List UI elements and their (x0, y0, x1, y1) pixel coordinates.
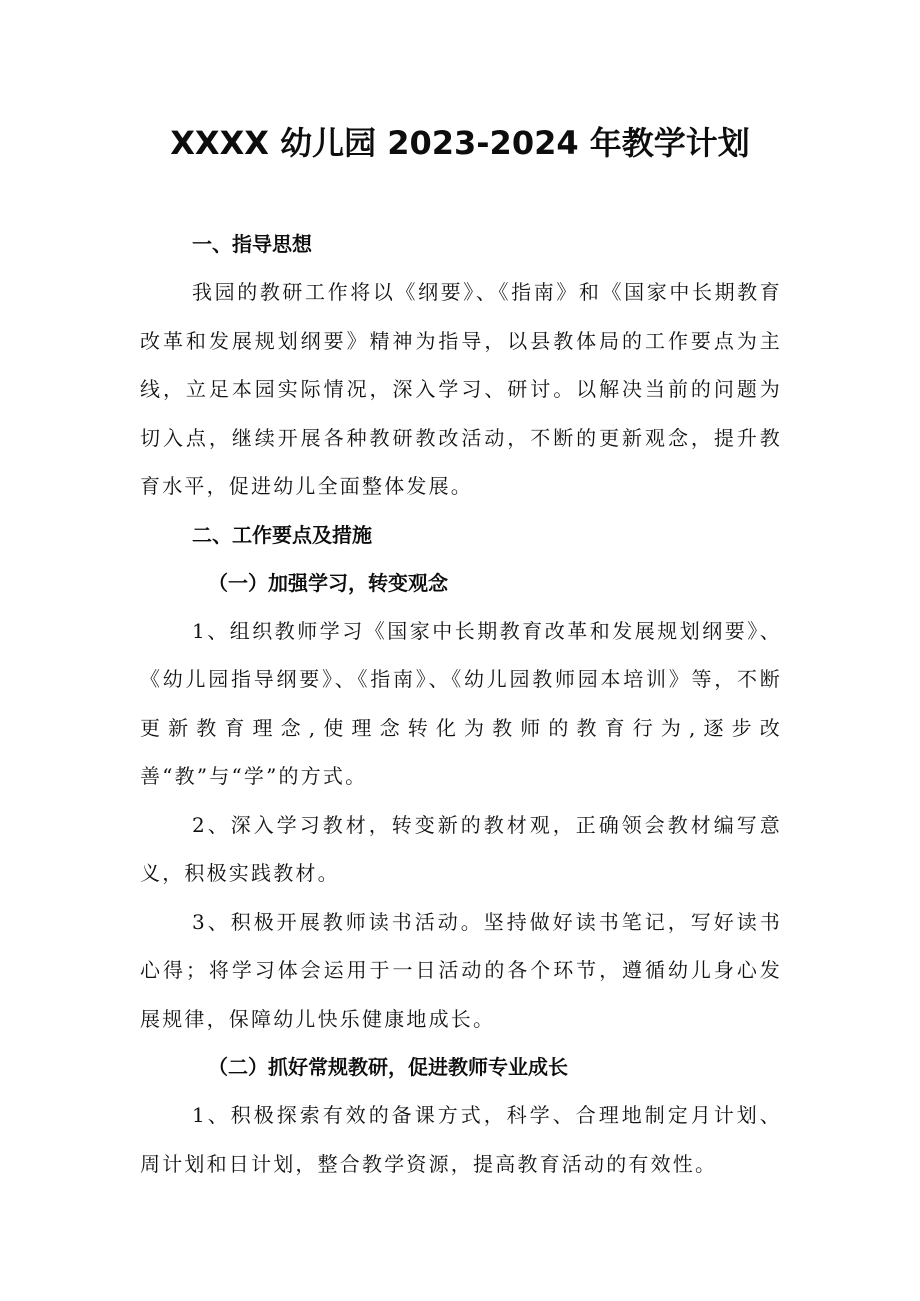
paragraph-item-3: 3、积极开展教师读书活动。坚持做好读书笔记，写好读书心得；将学习体会运用于一日活动的各个环节，遵循幼儿身心发展规律，保障幼儿快乐健康地成长。 (140, 909, 782, 1031)
document-title: XXXX 幼儿园 2023-2024 年教学计划 (170, 124, 750, 162)
document-body (140, 220, 782, 1188)
subsection-heading-strengthen-learning: （一）加强学习，转变观念 (208, 570, 448, 595)
paragraph-lesson-planning: 1、积极探索有效的备课方式，科学、合理地制定月计划、周计划和日计划，整合教学资源，提高教育活动的有效性。 (140, 1103, 782, 1176)
paragraph-item-1: 1、组织教师学习《国家中长期教育改革和发展规划纲要》、《幼儿园指导纲要》、《指南》、《幼儿园教师园本培训》等，不断更新教育理念,使理念转化为教师的教育行为,逐步改善“教”与“学”的方式。 (140, 618, 782, 788)
section-heading-guiding-ideology: 一、指导思想 (192, 232, 312, 256)
subsection-heading-routine-research: （二）抓好常规教研，促进教师专业成长 (208, 1055, 568, 1079)
paragraph-guiding-ideology: 我园的教研工作将以《纲要》、《指南》和《国家中长期教育改革和发展规划纲要》精神为指导，以县教体局的工作要点为主线，立足本园实际情况，深入学习、研讨。以解决当前的问题为切入点，继续开展各种教研教改活动，不断的更新观念，提升教育水平，促进幼儿全面整体发展。 (140, 280, 782, 498)
section-heading-work-points: 二、工作要点及措施 (192, 522, 372, 547)
paragraph-item-2: 2、深入学习教材，转变新的教材观，正确领会教材编写意义，积极实践教材。 (140, 812, 782, 885)
